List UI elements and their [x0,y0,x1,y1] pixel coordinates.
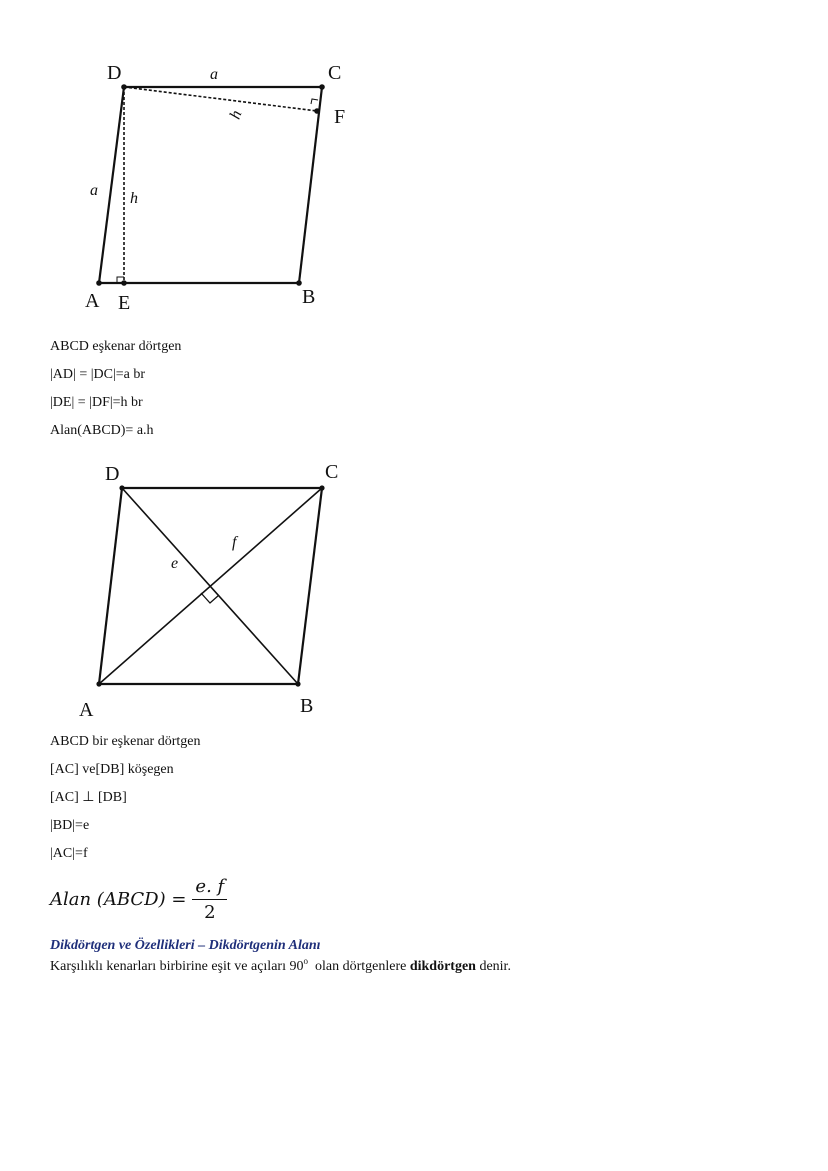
text-line: |AC|=f [50,846,88,861]
height-label-df: h [226,108,246,122]
label-d: D [107,62,122,84]
formula-numerator: e. f [192,876,227,900]
rhombus-diagonals-figure [0,440,828,740]
text-line: ABCD bir eşkenar dörtgen [50,734,201,749]
text-line: [AC] ve[DB] köşegen [50,762,174,777]
vertex-a [96,681,101,686]
vertex-e [121,280,127,286]
text-line: Alan(ABCD)= a.h [50,423,154,438]
vertex-a [96,280,102,286]
text-line: |BD|=e [50,818,90,833]
para-bold-term: dikdörtgen [409,959,476,974]
label-d: D [105,463,120,485]
diagonal-label-f: f [232,534,237,551]
label-e: E [118,292,131,314]
vertex-b [296,280,302,286]
formula-denominator: 2 [204,901,216,923]
text-line: |DE| = |DF|=h br [50,395,143,410]
para-text: Karşılıklı kenarları birbirine eşit ve açıları 90 [50,959,304,974]
vertex-b [295,681,300,686]
degree-superscript: o [303,956,308,966]
rhombus-height-figure [0,0,828,330]
text-line: ABCD eşkenar dörtgen [50,339,182,354]
section-heading: Dikdörtgen ve Özellikleri – Dikdörtgenin Alanı [50,938,321,953]
para-text: olan dörtgenlere [307,959,410,974]
area-formula [50,874,227,924]
formula-fraction [192,876,227,923]
section-paragraph [50,956,511,975]
side-ad [99,488,122,684]
side-da [99,87,124,283]
label-a: A [85,290,100,312]
side-label-top: a [210,66,218,83]
vertex-f [314,108,320,114]
diagonal-label-e: e [171,555,179,572]
side-bc [299,87,322,283]
text-line: |AD| = |DC|=a br [50,367,146,382]
label-b: B [300,695,314,717]
label-f: F [334,106,346,128]
text-line: [AC] ⊥ [DB] [50,790,127,805]
formula-lhs: Alan (ABCD) = [50,888,187,910]
vertex-d [119,485,124,490]
side-cb [298,488,322,684]
diagonal-db [122,488,298,684]
height-label-de: h [130,190,138,207]
label-b: B [302,286,316,308]
vertex-c [319,485,324,490]
height-df [124,87,317,111]
para-text: denir. [475,959,511,974]
vertex-d [121,84,127,90]
side-label-left: a [90,182,98,199]
right-angle-mark-f [311,99,318,104]
right-angle-mark [201,593,219,603]
vertex-c [319,84,325,90]
label-c: C [325,461,339,483]
label-c: C [328,62,342,84]
label-a: A [79,699,94,721]
